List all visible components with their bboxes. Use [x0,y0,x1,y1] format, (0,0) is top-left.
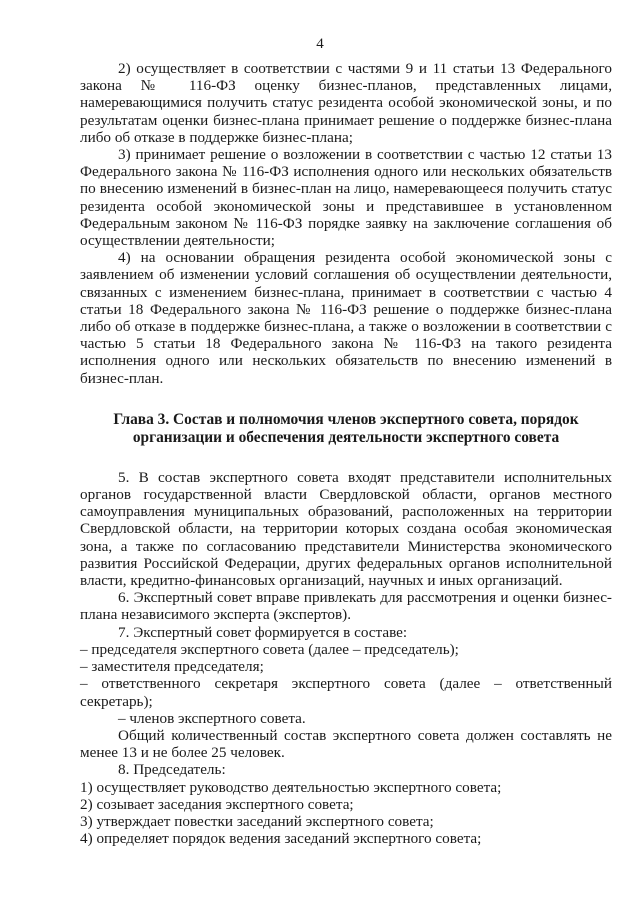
list-item-chairman: – председателя экспертного совета (далее – председатель); [80,640,459,658]
paragraph-item-4: 4) на основании обращения резидента особой экономической зоны с заявлением об изменении условий соглашения об осуществлении деятельности, связанных с изменением бизнес-плана, принимает в соответствии с частью 4 статьи 18 Федерального закона № 116-ФЗ решение о поддержке бизнес-плана либо об отказе в поддержке бизнес-плана, а также о возложении в соответствии с частью 5 статьи 18 Федерального закона № 116-ФЗ на такого резидента исполнения одного или нескольких обязательств по внесению изменений в бизнес-план. [80,249,612,387]
paragraph-5: 5. В состав экспертного совета входят представители исполнительных органов государственной власти Свердловской области, органов местного самоуправления муниципальных образований, расположенных на территории Свердловской области, на территории которых создана особая экономическая зона, а также по согласованию представители Министерства экономического развития Российской Федерации, других федеральных органов исполнительной власти, кредитно-финансовых организаций, научных и иных организаций. [80,468,612,590]
paragraph-total-composition: Общий количественный состав экспертного совета должен составлять не менее 13 и не более 25 человек. [80,726,612,762]
paragraph-item-3: 3) принимает решение о возложении в соответствии с частью 12 статьи 13 Федерального закона № 116-ФЗ исполнения одного или нескольких обязательств по внесению изменений в бизнес-план на лицо, намеревающееся получить статус резидента особой экономической зоны и представившее в установленном Федеральным законом № 116-ФЗ порядке заявку на заключение соглашения об осуществлении деятельности; [80,146,612,250]
list-item-deputy: – заместителя председателя; [80,658,264,676]
chairman-duty-1: 1) осуществляет руководство деятельностью экспертного совета; [80,778,502,796]
chairman-duty-4: 4) определяет порядок ведения заседаний экспертного совета; [80,830,482,848]
paragraph-7: 7. Экспертный совет формируется в составе: [118,623,408,641]
chapter-heading-line-1: Глава 3. Состав и полномочия членов экспертного совета, порядок [113,410,579,428]
chapter-heading [80,411,612,447]
chairman-duty-3: 3) утверждает повестки заседаний экспертного совета; [80,812,434,830]
page-number: 4 [316,36,324,52]
chapter-heading-line-2: организации и обеспечения деятельности экспертного совета [132,428,560,446]
paragraph-6: 6. Экспертный совет вправе привлекать для рассмотрения и оценки бизнес-плана независимого эксперта (экспертов). [80,589,612,624]
document-body [80,60,612,847]
paragraph-8: 8. Председатель: [118,761,226,779]
list-item-members: – членов экспертного совета. [118,709,306,727]
paragraph-item-2: 2) осуществляет в соответствии с частями 9 и 11 статьи 13 Федерального закона № 116-ФЗ оценку бизнес-планов, представленных лицами, намеревающимися получить статус резидента особой экономической зоны, и по результатам оценки бизнес-плана принимает решение о поддержке бизнес-плана либо об отказе в поддержке бизнес-плана; [80,60,612,146]
chairman-duty-2: 2) созывает заседания экспертного совета; [80,795,354,813]
list-item-secretary: – ответственного секретаря экспертного совета (далее – ответственный секретарь); [80,675,612,710]
